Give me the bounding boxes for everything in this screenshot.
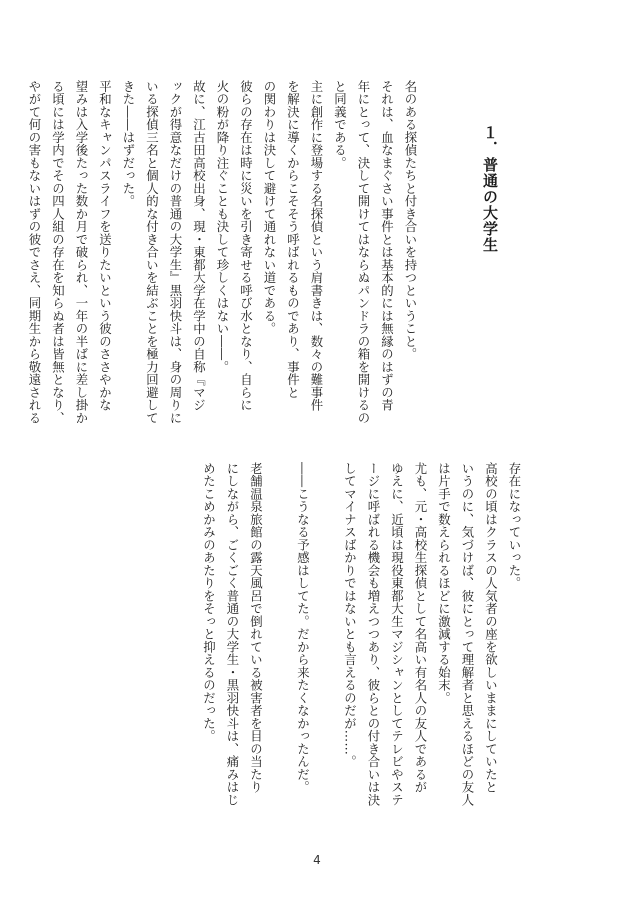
text-line: ックが得意なだけの普通の大学生』黒羽快斗は、身の周りに [168, 80, 183, 425]
text-line: 存在になっていった。 [507, 462, 522, 590]
text-line: 老舗温泉旅館の露天風呂で倒れている被害者を目の当たり [248, 462, 264, 794]
text-line: 火の粉が降り注ぐことも決して珍しくはない――。 [215, 80, 230, 374]
chapter-heading: １．普通の大学生 [481, 125, 499, 253]
text-line: 尤も、元・高校生探偵として名高い有名人の友人であるが [413, 462, 428, 794]
text-line: ージに呼ばれる機会も増えつつあり、彼らとの付き合いは決 [366, 462, 381, 807]
text-line: それは、血なまぐさい事件とは基本的には無縁のはずの青 [379, 80, 395, 412]
text-line: 望みは入学後たった数か月で破られ、一年の半ばに差し掛か [74, 80, 89, 425]
text-line: 高校の頃はクラスの人気者の座を欲しいままにしていたと [483, 462, 499, 794]
blank-line [268, 462, 292, 837]
text-line: にしながら、ごくごく普通の大学生・黒羽快斗は、痛みはじ [225, 462, 240, 807]
text-line: 彼らの存在は時に災いを引き寄せる呼び水となり、自らに [238, 80, 254, 412]
text-line: る頃には学内でその四人組の存在を知らぬ者は皆無となり、 [50, 80, 66, 425]
text-line: めたこめかみのあたりをそっと抑えるのだった。 [201, 462, 217, 743]
text-line: 故に、江古田高校出身、現・東都大学在学中の自称『マジ [191, 80, 207, 412]
text-block-upper [27, 80, 422, 425]
text-line: いうのに、気づけば、彼にとって理解者と思えるほどの友人 [460, 462, 475, 807]
text-line: やがて何の害もないはずの彼でさえ、同期生から敬遠される [27, 80, 42, 425]
text-line: 平和なキャンパスライフを送りたいという彼のささやかな [97, 80, 113, 412]
blank-line [315, 462, 339, 837]
text-line: を解決に導くからこそそう呼ばれるものであり、事件と [285, 80, 301, 399]
text-line: ――こうなる予感はしてた。だから来たくなかったんだ。 [295, 462, 311, 794]
page-number: 4 [313, 853, 321, 867]
text-line: 年にとって、決して開けてはならぬパンドラの箱を開けるの [356, 80, 371, 425]
text-line: と同義である。 [332, 80, 348, 170]
text-line: 名のある探偵たちと付き合いを持つということ。 [403, 80, 418, 361]
text-line: いる探偵三名と個人的な付き合いを結ぶことを極力回避して [144, 80, 160, 425]
text-line: きた――はずだった。 [121, 80, 136, 208]
text-line: の関わりは決して避けて通れない道である。 [262, 80, 277, 335]
text-line: 主に創作に登場する名探偵という肩書きは、数々の難事件 [309, 80, 324, 412]
text-block-lower [86, 462, 526, 837]
text-line: ゆえに、近頃は現役東都大生マジシャンとしてテレビやステ [389, 462, 405, 807]
text-line: してマイナスばかりではないとも言えるのだが……。 [342, 462, 358, 768]
text-line: は片手で数えられるほどに激減する始末。 [436, 462, 452, 705]
